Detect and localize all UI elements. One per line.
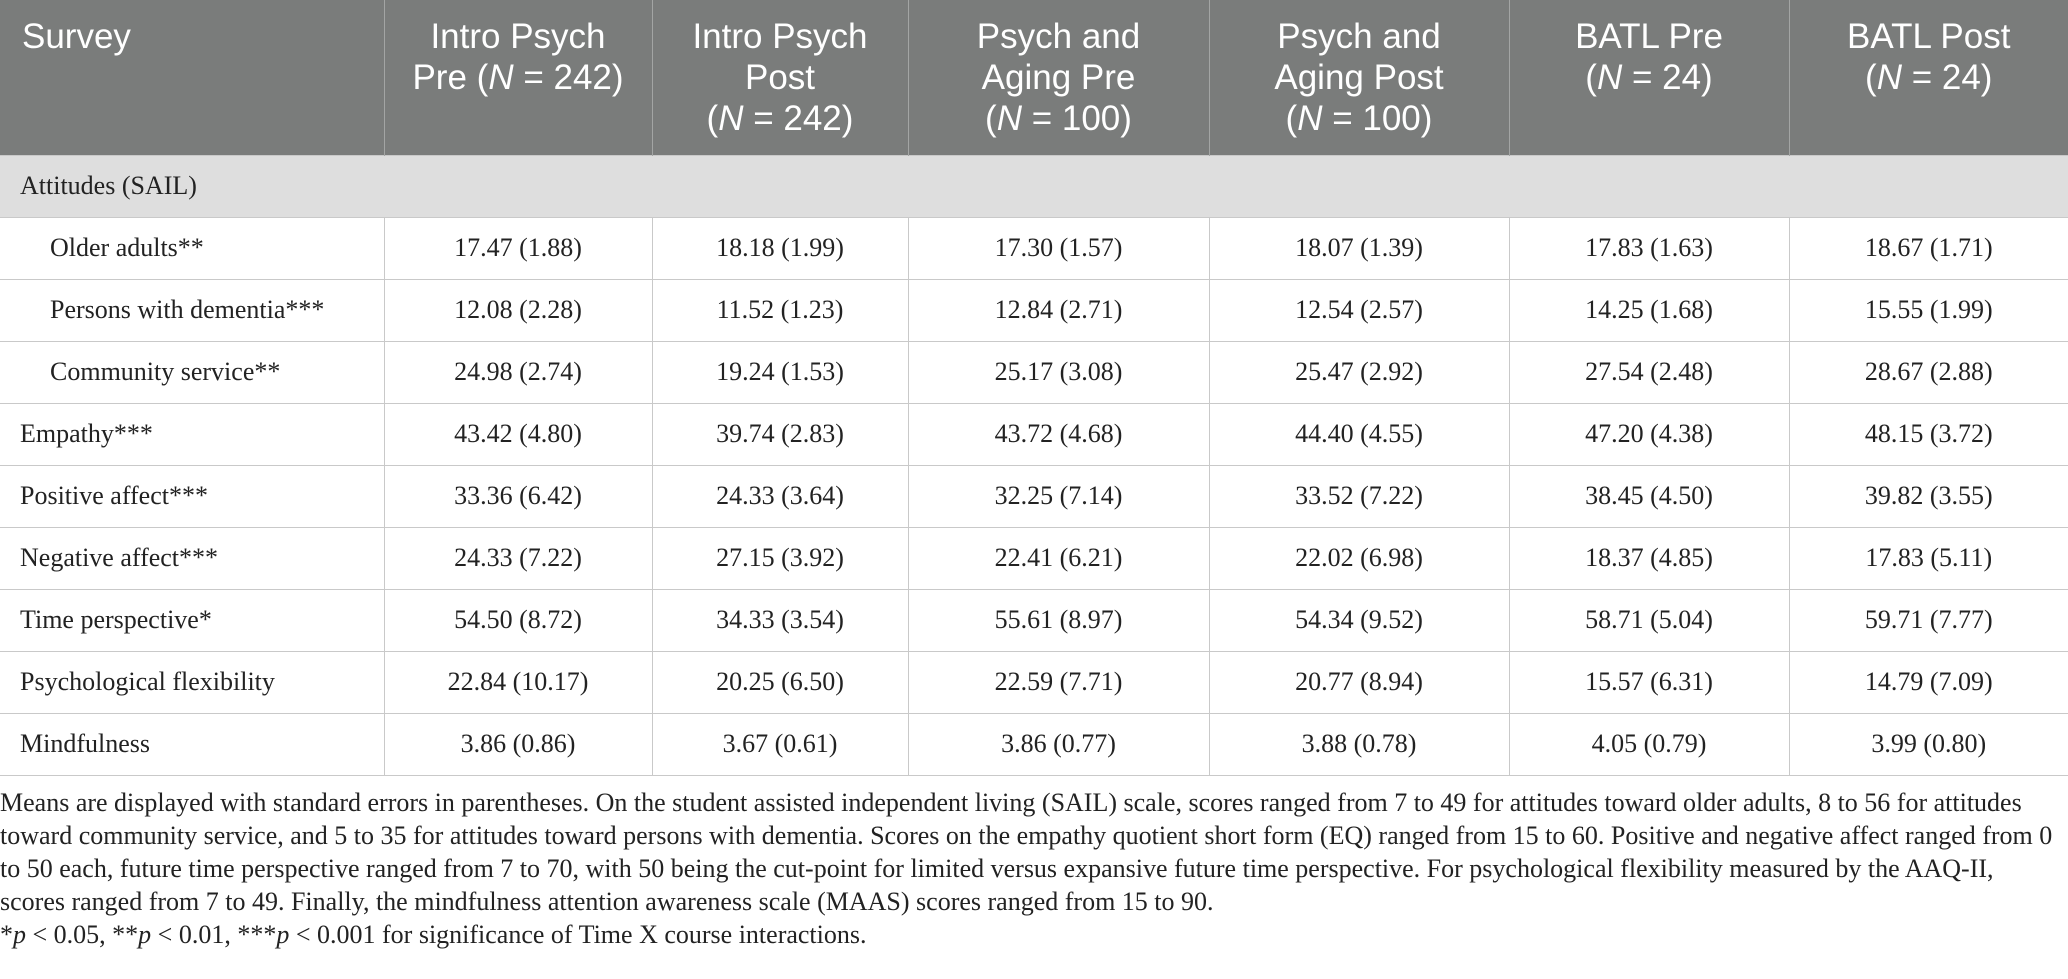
row-label: Negative affect*** bbox=[0, 527, 384, 589]
table-body bbox=[0, 155, 2068, 775]
sample-size-label: (N = 242) bbox=[476, 58, 624, 97]
table-cell: 20.77 (8.94) bbox=[1209, 651, 1509, 713]
table-cell: 58.71 (5.04) bbox=[1509, 589, 1789, 651]
column-header bbox=[908, 0, 1209, 155]
table-cell: 32.25 (7.14) bbox=[908, 465, 1209, 527]
header-line: Aging Post bbox=[1274, 58, 1444, 97]
header-line: Post bbox=[744, 58, 816, 97]
n-equals: = bbox=[1622, 58, 1663, 97]
table-cell: 54.50 (8.72) bbox=[384, 589, 652, 651]
table-cell: 55.61 (8.97) bbox=[908, 589, 1209, 651]
row-label: Older adults** bbox=[0, 217, 384, 279]
n-symbol: N bbox=[718, 99, 744, 138]
table-cell: 48.15 (3.72) bbox=[1789, 403, 2068, 465]
row-label: Positive affect*** bbox=[0, 465, 384, 527]
n-symbol: N bbox=[488, 58, 514, 97]
table-cell: 34.33 (3.54) bbox=[652, 589, 908, 651]
n-value: 100 bbox=[1061, 99, 1121, 138]
n-symbol: N bbox=[996, 99, 1022, 138]
table-cell: 12.08 (2.28) bbox=[384, 279, 652, 341]
row-label: Psychological flexibility bbox=[0, 651, 384, 713]
n-symbol: N bbox=[1596, 58, 1623, 97]
table-cell: 14.25 (1.68) bbox=[1509, 279, 1789, 341]
header-line: Aging Pre bbox=[981, 58, 1136, 97]
table-row bbox=[0, 341, 2068, 403]
sample-size-label: (N = 24) bbox=[1585, 58, 1713, 97]
n-value: 242 bbox=[783, 99, 842, 138]
n-equals: = bbox=[513, 58, 554, 97]
section-label: Attitudes (SAIL) bbox=[0, 155, 2068, 217]
sample-size-label: (N = 24) bbox=[1865, 58, 1993, 97]
table-cell: 12.84 (2.71) bbox=[908, 279, 1209, 341]
table-row bbox=[0, 527, 2068, 589]
table-cell: 15.57 (6.31) bbox=[1509, 651, 1789, 713]
n-value: 100 bbox=[1362, 99, 1421, 138]
n-equals: = bbox=[1021, 99, 1062, 138]
table-cell: 17.83 (1.63) bbox=[1509, 217, 1789, 279]
table-row bbox=[0, 279, 2068, 341]
table-cell: 28.67 (2.88) bbox=[1789, 341, 2068, 403]
table-cell: 17.30 (1.57) bbox=[908, 217, 1209, 279]
table-cell: 39.82 (3.55) bbox=[1789, 465, 2068, 527]
table-cell: 27.15 (3.92) bbox=[652, 527, 908, 589]
table-cell: 3.99 (0.80) bbox=[1789, 713, 2068, 775]
table-row bbox=[0, 651, 2068, 713]
header-line: Pre bbox=[412, 58, 467, 97]
table-cell: 25.47 (2.92) bbox=[1209, 341, 1509, 403]
n-value: 24 bbox=[1941, 58, 1981, 97]
significance-note bbox=[0, 918, 2058, 951]
table-cell: 22.41 (6.21) bbox=[908, 527, 1209, 589]
table-cell: 3.86 (0.86) bbox=[384, 713, 652, 775]
n-value: 242 bbox=[553, 58, 612, 97]
p-symbol: p bbox=[13, 919, 26, 949]
table-row bbox=[0, 589, 2068, 651]
table-cell: 27.54 (2.48) bbox=[1509, 341, 1789, 403]
n-symbol: N bbox=[1297, 99, 1323, 138]
sample-size-label: (N = 242) bbox=[706, 99, 854, 138]
n-equals: = bbox=[743, 99, 784, 138]
p-symbol: p bbox=[138, 919, 152, 949]
sig-text: < 0.001 for significance of Time X course interactions. bbox=[289, 919, 867, 949]
table-cell: 20.25 (6.50) bbox=[652, 651, 908, 713]
table-cell: 12.54 (2.57) bbox=[1209, 279, 1509, 341]
header-line: Survey bbox=[22, 17, 131, 56]
table-cell: 44.40 (4.55) bbox=[1209, 403, 1509, 465]
header-line: Intro Psych bbox=[430, 17, 606, 56]
sample-size-label: (N = 100) bbox=[985, 99, 1132, 138]
table-cell: 18.67 (1.71) bbox=[1789, 217, 2068, 279]
column-header-survey bbox=[0, 0, 384, 155]
table-cell: 43.72 (4.68) bbox=[908, 403, 1209, 465]
table-cell: 18.37 (4.85) bbox=[1509, 527, 1789, 589]
table-cell: 24.98 (2.74) bbox=[384, 341, 652, 403]
table-row bbox=[0, 465, 2068, 527]
table-row bbox=[0, 217, 2068, 279]
table-cell: 19.24 (1.53) bbox=[652, 341, 908, 403]
sig-text: < 0.01, bbox=[151, 919, 238, 949]
column-header bbox=[1509, 0, 1789, 155]
column-header bbox=[384, 0, 652, 155]
table-cell: 25.17 (3.08) bbox=[908, 341, 1209, 403]
header-line: BATL Pre bbox=[1575, 17, 1723, 56]
table-cell: 24.33 (7.22) bbox=[384, 527, 652, 589]
table-cell: 22.59 (7.71) bbox=[908, 651, 1209, 713]
table-cell: 47.20 (4.38) bbox=[1509, 403, 1789, 465]
table-cell: 17.83 (5.11) bbox=[1789, 527, 2068, 589]
header-line: Intro Psych bbox=[692, 17, 868, 56]
row-label: Time perspective* bbox=[0, 589, 384, 651]
row-label: Persons with dementia*** bbox=[0, 279, 384, 341]
sample-size-label: (N = 100) bbox=[1285, 99, 1433, 138]
column-header bbox=[1789, 0, 2068, 155]
table-cell: 14.79 (7.09) bbox=[1789, 651, 2068, 713]
sig-stars: * bbox=[0, 919, 13, 949]
table-row bbox=[0, 713, 2068, 775]
header-line: Psych and bbox=[976, 17, 1141, 56]
table-cell: 54.34 (9.52) bbox=[1209, 589, 1509, 651]
header-line: BATL Post bbox=[1847, 17, 2011, 56]
n-equals: = bbox=[1901, 58, 1942, 97]
table-row bbox=[0, 403, 2068, 465]
header-line: Psych and bbox=[1277, 17, 1441, 56]
table-cell: 15.55 (1.99) bbox=[1789, 279, 2068, 341]
row-label: Empathy*** bbox=[0, 403, 384, 465]
table-cell: 3.67 (0.61) bbox=[652, 713, 908, 775]
table-cell: 22.02 (6.98) bbox=[1209, 527, 1509, 589]
notes-paragraph: Means are displayed with standard errors in parentheses. On the student assisted independent living (SAIL) scale, scores ranged from 7 to 49 for attitudes toward older adults, 8 to 56 for attitudes toward community service, and 5 to 35 for attitudes toward persons with dementia. Scores on the empathy quotient short form (EQ) ranged from 15 to 60. Positive and negative affect ranged from 0 to 50 each, future time perspective ranged from 7 to 70, with 50 being the cut-point for limited versus expansive future time perspective. For psychological flexibility measured by the AAQ-II, scores ranged from 7 to 49. Finally, the mindfulness attention awareness scale (MAAS) scores ranged from 15 to 90. bbox=[0, 787, 2053, 916]
p-symbol: p bbox=[276, 919, 290, 949]
table-cell: 43.42 (4.80) bbox=[384, 403, 652, 465]
sig-stars: ** bbox=[112, 919, 139, 949]
table-notes bbox=[0, 776, 2068, 951]
n-value: 24 bbox=[1662, 58, 1702, 97]
table-cell: 4.05 (0.79) bbox=[1509, 713, 1789, 775]
table-cell: 22.84 (10.17) bbox=[384, 651, 652, 713]
table-cell: 3.88 (0.78) bbox=[1209, 713, 1509, 775]
row-label: Community service** bbox=[0, 341, 384, 403]
column-header bbox=[652, 0, 908, 155]
n-equals: = bbox=[1322, 99, 1363, 138]
sig-text: < 0.05, bbox=[26, 919, 113, 949]
table-cell: 33.52 (7.22) bbox=[1209, 465, 1509, 527]
table-cell: 24.33 (3.64) bbox=[652, 465, 908, 527]
column-header bbox=[1209, 0, 1509, 155]
sig-stars: *** bbox=[237, 919, 277, 949]
n-symbol: N bbox=[1876, 58, 1902, 97]
table-cell: 18.18 (1.99) bbox=[652, 217, 908, 279]
section-row-attitudes bbox=[0, 155, 2068, 217]
table-cell: 11.52 (1.23) bbox=[652, 279, 908, 341]
table-cell: 3.86 (0.77) bbox=[908, 713, 1209, 775]
table-cell: 18.07 (1.39) bbox=[1209, 217, 1509, 279]
table-cell: 38.45 (4.50) bbox=[1509, 465, 1789, 527]
table-header-row bbox=[0, 0, 2068, 155]
table-cell: 59.71 (7.77) bbox=[1789, 589, 2068, 651]
table-cell: 39.74 (2.83) bbox=[652, 403, 908, 465]
row-label: Mindfulness bbox=[0, 713, 384, 775]
table-cell: 33.36 (6.42) bbox=[384, 465, 652, 527]
table-cell: 17.47 (1.88) bbox=[384, 217, 652, 279]
